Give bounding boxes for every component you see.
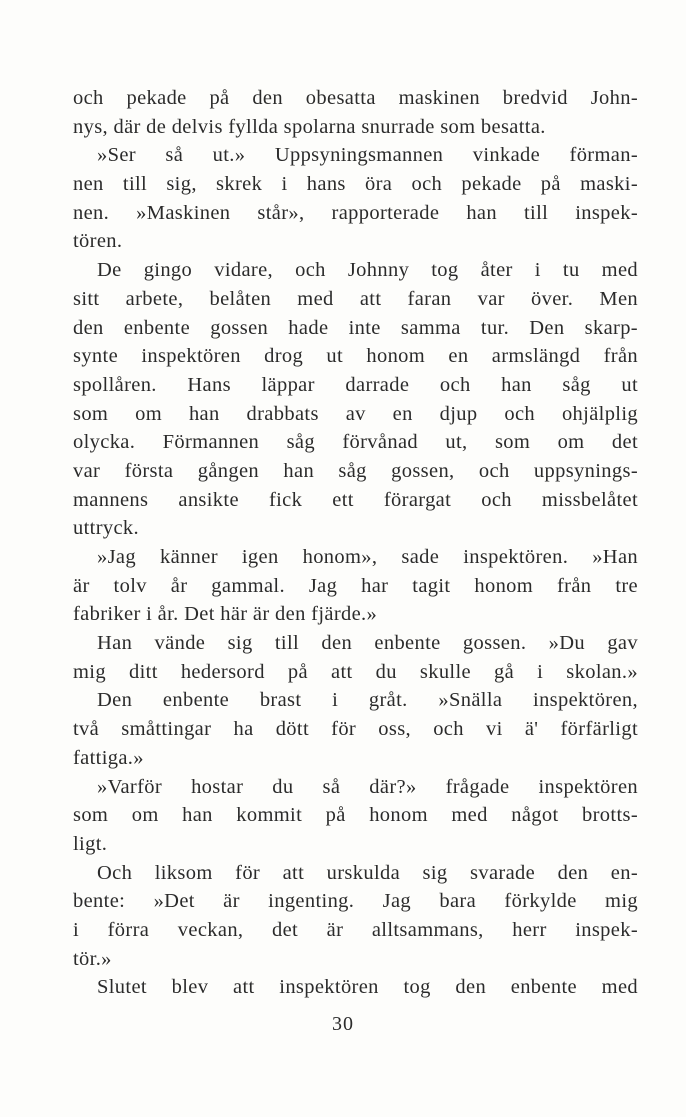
page-number: 30 (332, 1013, 354, 1035)
text-line: i förra veckan, det är alltsammans, herr inspek- (73, 918, 638, 941)
text-line: mannens ansikte fick ett förargat och missbelåtet (73, 488, 638, 511)
text-line: tören. (73, 230, 123, 253)
text-line: tör.» (73, 947, 112, 970)
text-line: »Jag känner igen honom», sade inspektören. »Han (97, 546, 638, 568)
text-line: och pekade på den obesatta maskinen bredvid John- (73, 87, 638, 109)
text-line: »Varför hostar du så där?» frågade inspektören (97, 775, 638, 798)
text-line: den enbente gossen hade inte samma tur. Den skarp- (73, 316, 638, 339)
text-line: uttryck. (73, 517, 139, 540)
text-line: som om han kommit på honom med något brotts- (73, 804, 638, 827)
text-line: var första gången han såg gossen, och uppsynings- (73, 459, 638, 482)
text-line: De gingo vidare, och Johnny tog åter i tu med (97, 259, 638, 282)
text-line: bente: »Det är ingenting. Jag bara förkylde mig (73, 890, 638, 913)
text-line: ligt. (73, 832, 108, 855)
text-line: sitt arbete, belåten med att faran var över. Men (73, 287, 638, 310)
text-line: fabriker i år. Det här är den fjärde.» (73, 603, 378, 626)
text-line: Den enbente brast i gråt. »Snälla inspektören, (97, 689, 638, 712)
text-line: nys, där de delvis fyllda spolarna snurrade som besatta. (73, 115, 546, 138)
text-line: som om han drabbats av en djup och ohjälplig (73, 402, 638, 425)
text-line: synte inspektören drog ut honom en armslängd från (73, 345, 638, 368)
text-line: Och liksom för att urskulda sig svarade den en- (97, 861, 638, 884)
text-line: nen. »Maskinen står», rapporterade han till inspek- (73, 201, 638, 224)
text-line: två småttingar ha dött för oss, och vi ä' förfärligt (73, 718, 638, 741)
text-line: Han vände sig till den enbente gossen. »Du gav (97, 632, 638, 655)
text-line: nen till sig, skrek i hans öra och pekade på maski- (73, 173, 638, 196)
text-line: är tolv år gammal. Jag har tagit honom från tre (73, 574, 638, 597)
text-line: spollåren. Hans läppar darrade och han såg ut (73, 373, 638, 396)
text-line: Slutet blev att inspektören tog den enbente med (97, 976, 638, 999)
text-line: fattiga.» (73, 746, 144, 769)
text-line: olycka. Förmannen såg förvånad ut, som om det (73, 431, 638, 454)
body-text (73, 84, 638, 1002)
text-line: mig ditt hedersord på att du skulle gå i skolan.» (73, 660, 638, 683)
text-line: »Ser så ut.» Uppsyningsmannen vinkade förman- (97, 144, 638, 167)
